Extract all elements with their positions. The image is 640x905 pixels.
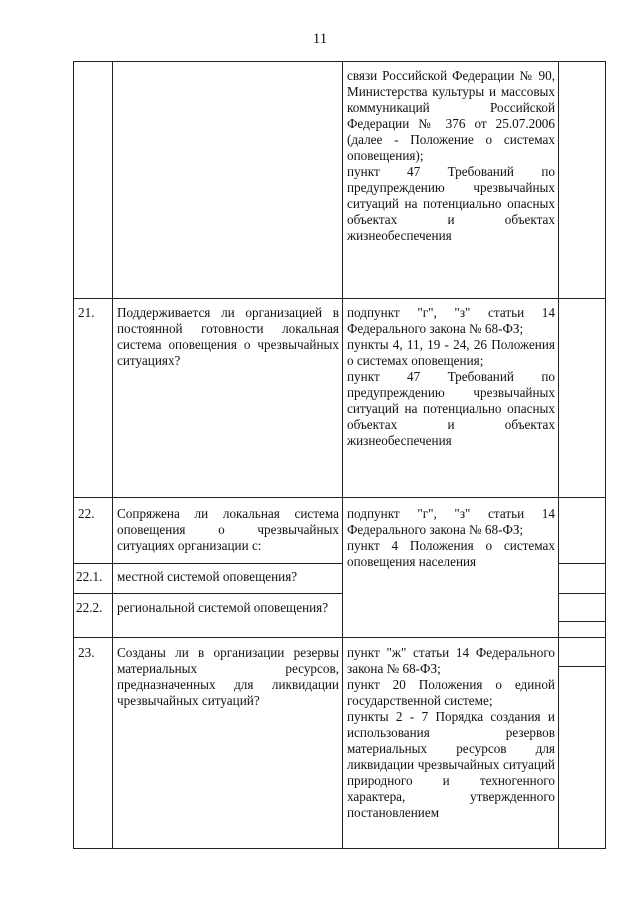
reference-cell-22: подпункт "г", "з" статьи 14 Федерального закона № 68-ФЗ; пункт 4 Положения о системах оповещения населения <box>347 506 555 569</box>
row-number-21: 21. <box>78 305 95 320</box>
column-divider-answer <box>605 61 606 849</box>
reference-cell-23: пункт "ж" статьи 14 Федерального закона № 68-ФЗ; пункт 20 Положения о единой государственной системе; пункты 2 - 7 Порядка создания и использования резервов материальных ресурсов для ликвидации чрезвычайных ситуаций природного и техногенного характера, утвержденного постановлением <box>347 645 555 820</box>
row-number-22-1: 22.1. <box>76 569 103 584</box>
question-cell-23: Созданы ли в организации резервы материальных ресурсов, предназначенных для ликвидации чрезвычайных ситуаций? <box>117 645 339 708</box>
column-divider-number <box>112 61 113 849</box>
table-border-top <box>73 61 606 62</box>
question-cell-21: Поддерживается ли организацией в постоянной готовности локальная система оповещения о чрезвычайных ситуациях? <box>117 305 339 368</box>
column-divider-reference <box>558 61 559 849</box>
row-divider-22 <box>73 497 606 498</box>
row-number-22-2: 22.2. <box>76 600 103 615</box>
row-divider-22-2-answer <box>558 593 606 594</box>
table-border-bottom <box>73 848 606 849</box>
table-border-left <box>73 61 74 849</box>
row-divider-23 <box>73 637 606 638</box>
question-cell-22-1: местной системой оповещения? <box>117 569 298 584</box>
row-divider-22-1 <box>73 563 343 564</box>
row-divider-21 <box>73 298 606 299</box>
page-number: 11 <box>312 31 328 47</box>
question-cell-22: Сопряжена ли локальная система оповещения о чрезвычайных ситуациях организации с: <box>117 506 339 553</box>
row-divider-22-1-answer <box>558 563 606 564</box>
row-number-22: 22. <box>78 506 95 521</box>
question-cell-22-2: региональной системой оповещения? <box>117 600 329 615</box>
column-divider-question <box>342 61 343 849</box>
reference-cell-continuation: связи Российской Федерации № 90, Министерства культуры и массовых коммуникаций Российской Федерации № 376 от 25.07.2006 (далее - Положение о системах оповещения); пункт 47 Требований по предупреждению чрезвычайных ситуаций на потенциально опасных объектах и объектах жизнеобеспечения <box>347 68 555 243</box>
row-number-23: 23. <box>78 645 95 660</box>
row-divider-22-3-answer <box>558 621 606 622</box>
reference-cell-21: подпункт "г", "з" статьи 14 Федерального закона № 68-ФЗ; пункты 4, 11, 19 - 24, 26 Положения о системах оповещения; пункт 47 Требований по предупреждению чрезвычайных ситуаций на потенциально опасных объектах и объектах жизнеобеспечения <box>347 305 555 448</box>
row-divider-22-2 <box>73 593 343 594</box>
row-divider-23-answer <box>558 666 606 667</box>
